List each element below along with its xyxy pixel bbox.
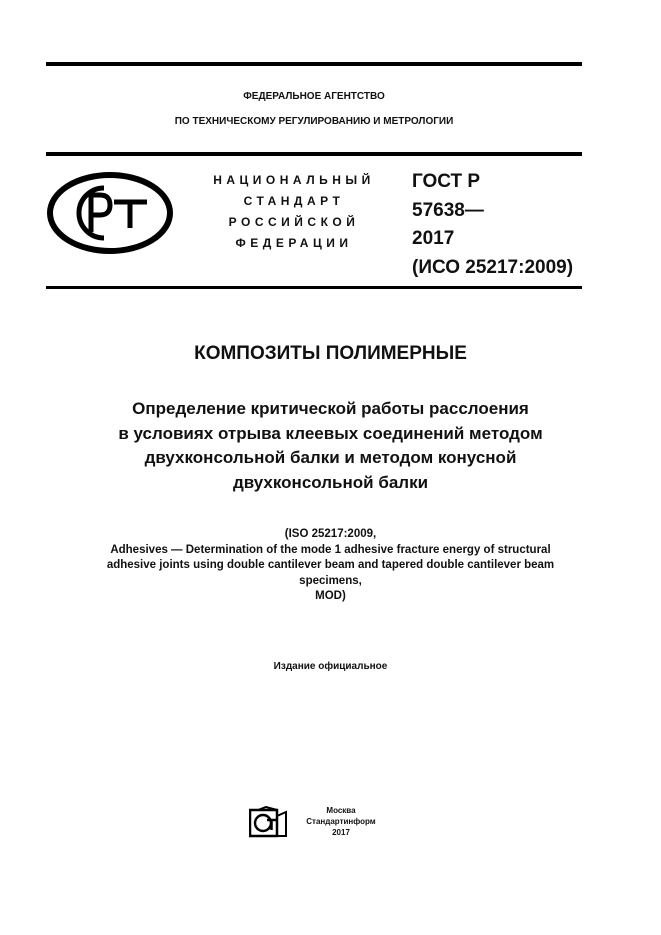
designation-line: (ИСО 25217:2009) xyxy=(412,256,574,278)
subtitle-line: Определение критической работы расслоения xyxy=(132,399,529,418)
national-standard-line: ФЕДЕРАЦИИ xyxy=(235,236,353,250)
subtitle-line: двухконсольной балки xyxy=(232,472,429,492)
subtitle-line: в условиях отрыва клеевых соединений методом xyxy=(118,423,543,443)
iso-line: Adhesives — Determination of the mode 1 adhesive fracture energy of structural xyxy=(110,543,551,556)
designation-line: 2017 xyxy=(412,228,455,249)
standartinform-logo xyxy=(249,806,287,838)
top-rule xyxy=(46,62,582,66)
header-bottom-rule xyxy=(46,286,582,289)
standard-designation xyxy=(412,168,573,282)
publisher-city: Москва xyxy=(326,806,356,815)
publisher-info xyxy=(296,805,386,838)
national-standard-line: РОССИЙСКОЙ xyxy=(228,215,360,229)
document-title: КОМПОЗИТЫ ПОЛИМЕРНЫЕ xyxy=(194,343,467,364)
agency-line-1: ФЕДЕРАЛЬНОЕ АГЕНТСТВО xyxy=(243,91,385,102)
designation-line: ГОСТ Р xyxy=(412,171,481,192)
national-standard-line: НАЦИОНАЛЬНЫЙ xyxy=(213,173,375,187)
subtitle-line: двухконсольной балки и методом конусной xyxy=(144,448,517,467)
document-subtitle xyxy=(0,397,661,495)
publisher-year: 2017 xyxy=(332,828,350,837)
rst-certification-logo xyxy=(46,172,174,254)
iso-line: (ISO 25217:2009, xyxy=(284,528,377,540)
iso-reference xyxy=(0,527,661,605)
iso-line: MOD) xyxy=(315,590,346,602)
national-standard-line: СТАНДАРТ xyxy=(243,194,345,208)
iso-line: specimens, xyxy=(299,574,362,587)
agency-line-2: ПО ТЕХНИЧЕСКОМУ РЕГУЛИРОВАНИЮ И МЕТРОЛОГИИ xyxy=(174,116,454,127)
publisher-name: Стандартинформ xyxy=(306,817,376,826)
edition-label: Издание официальное xyxy=(273,661,388,672)
designation-line: 57638— xyxy=(412,199,484,221)
iso-line: adhesive joints using double cantilever beam and tapered double cantilever beam xyxy=(106,559,555,571)
national-standard-label xyxy=(196,170,392,254)
header-rule xyxy=(46,152,582,156)
